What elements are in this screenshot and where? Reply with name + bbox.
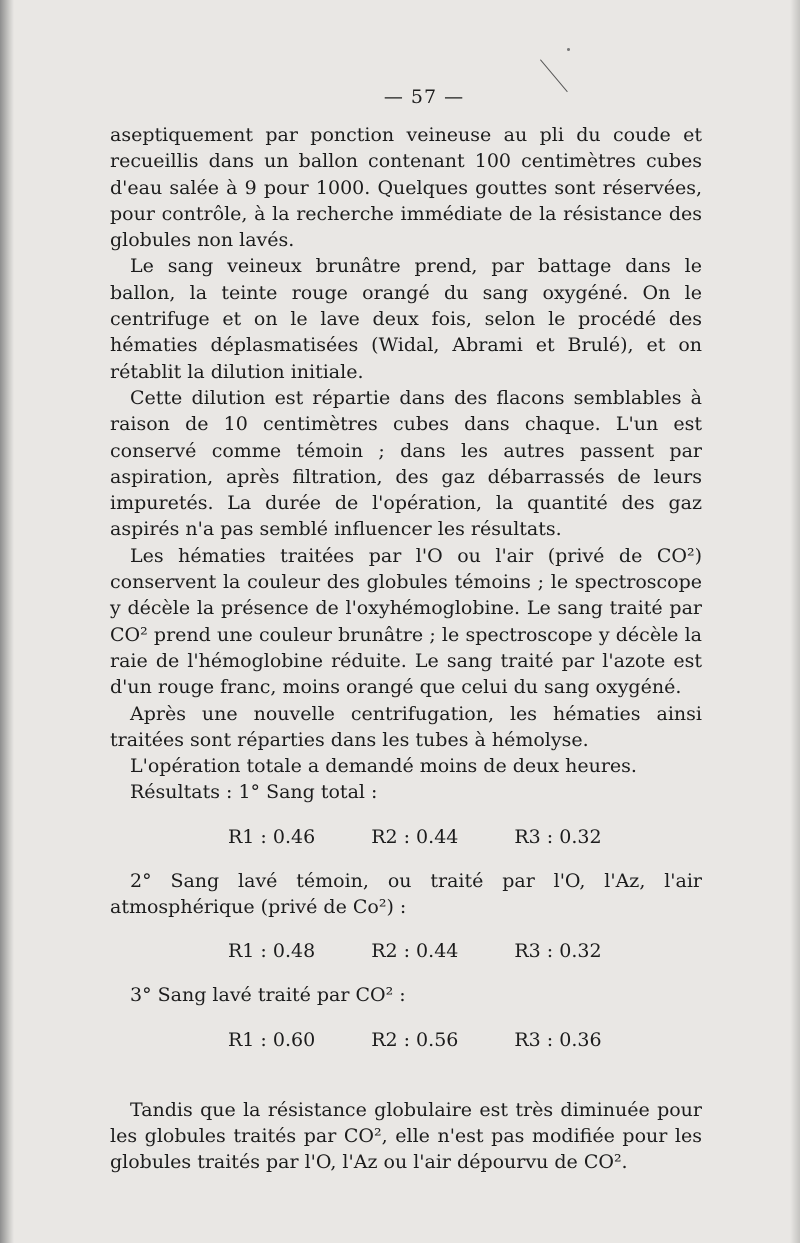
result-value: R2 : 0.44	[371, 825, 459, 848]
result-value: R3 : 0.32	[514, 940, 602, 963]
document-page	[110, 86, 702, 1176]
paragraph-4: Les hématies traitées par l'O ou l'air (privé de CO²) conservent la couleur des globules témoins ; le spectroscope y décèle la présence de l'oxyhémoglobine. Le sang traité par CO² prend une couleur brunâtre ; le spectroscope y décèle la raie de l'hémoglobine réduite. Le sang traité par l'azote est d'un rouge franc, moins orangé que celui du sang oxygéné.	[110, 544, 702, 699]
result-value: R3 : 0.32	[514, 825, 602, 848]
results-item-2: 2° Sang lavé témoin, ou traité par l'O, l'Az, l'air atmosphérique (privé de Co²) :	[110, 869, 702, 919]
results-row-1	[110, 824, 702, 850]
page-edge-shadow-left	[0, 0, 14, 1243]
page-edge-shadow-right	[790, 0, 800, 1243]
result-value: R2 : 0.56	[371, 1028, 459, 1051]
results-row-2	[110, 938, 702, 964]
paragraph-2: Le sang veineux brunâtre prend, par battage dans le ballon, la teinte rouge orangé du sang oxygéné. On le centrifuge et on le lave deux fois, selon le procédé des hématies déplasmatisées (Widal, Abrami et Brulé), et on rétablit la dilution initiale.	[110, 255, 702, 383]
paragraph-6: L'opération totale a demandé moins de deux heures.	[130, 755, 637, 778]
results-item-3: 3° Sang lavé traité par CO² :	[130, 984, 406, 1007]
results-row-3	[110, 1027, 702, 1053]
results-heading: Résultats : 1° Sang total :	[130, 781, 378, 804]
result-value: R1 : 0.46	[228, 825, 316, 848]
speck	[567, 48, 570, 51]
paragraph-5: Après une nouvelle centrifugation, les hématies ainsi traitées sont réparties dans les tubes à hémolyse.	[110, 702, 702, 751]
result-value: R3 : 0.36	[514, 1028, 602, 1051]
conclusion-paragraph: Tandis que la résistance globulaire est très diminuée pour les globules traités par CO², elle n'est pas modifiée pour les globules traités par l'O, l'Az ou l'air dépourvu de CO².	[110, 1098, 702, 1174]
paragraph-3: Cette dilution est répartie dans des flacons semblables à raison de 10 centimètres cubes dans chaque. L'un est conservé comme témoin ; dans les autres passent par aspiration, après filtration, des gaz débarrassés de leurs impuretés. La durée de l'opération, la quantité des gaz aspirés n'a pas semblé influencer les résultats.	[110, 386, 702, 541]
paragraph-1: aseptiquement par ponction veineuse au pli du coude et recueillis dans un ballon contenant 100 centimètres cubes d'eau salée à 9 pour 1000. Quelques gouttes sont réservées, pour contrôle, à la recherche immédiate de la résistance des globules non lavés.	[110, 124, 702, 252]
result-value: R1 : 0.60	[228, 1028, 316, 1051]
result-value: R2 : 0.44	[371, 940, 459, 963]
page-number: — 57 —	[383, 86, 465, 108]
result-value: R1 : 0.48	[228, 940, 316, 963]
